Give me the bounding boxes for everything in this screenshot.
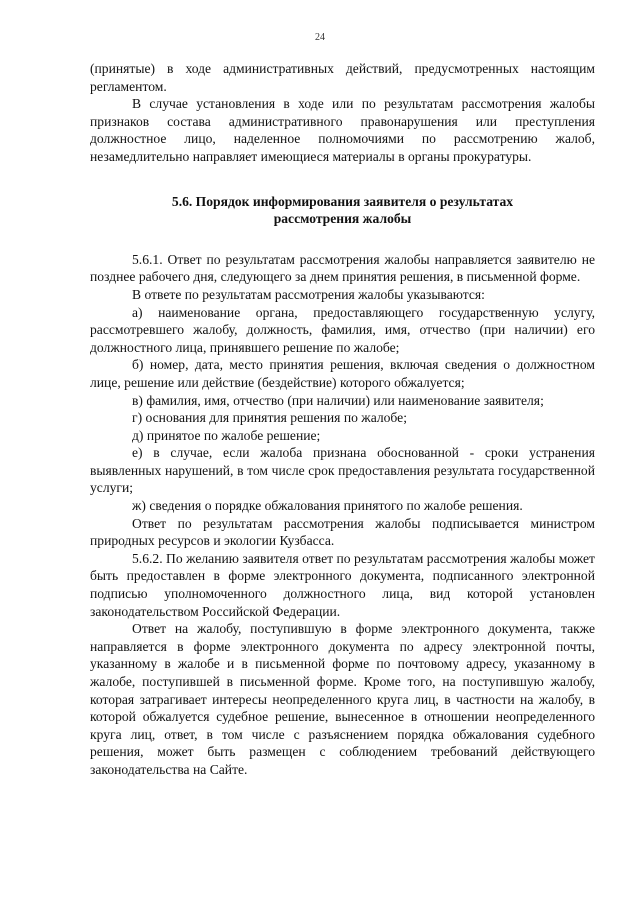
paragraph-5-6-1: 5.6.1. Ответ по результатам рассмотрения жалобы направляется заявителю не позднее рабочего дня, следующего за днем принятия решения, в письменной форме.: [90, 251, 595, 285]
paragraph-continuation: (принятые) в ходе административных действий, предусмотренных настоящим регламентом.: [90, 61, 595, 94]
list-item-g: г) основания для принятия решения по жалобе;: [132, 410, 407, 426]
paragraph-prosecution: В случае установления в ходе или по результатам рассмотрения жалобы признаков состава административного правонарушения или преступления должностное лицо, наделенное полномочиями по рассмотрению жалоб, незамедлительно направляет имеющиеся материалы в органы прокуратуры.: [90, 96, 595, 164]
section-heading-line-1: 5.6. Порядок информирования заявителя о результатах: [171, 193, 514, 209]
list-item-a: а) наименование органа, предоставляющего государственную услугу, рассмотревшего жалобу, должность, фамилия, имя, отчество (при наличии) его должностного лица, принявшего решение по жалобе;: [90, 304, 595, 355]
page-number: 24: [315, 32, 325, 43]
list-item-e: е) в случае, если жалоба признана обоснованной - сроки устранения выявленных нарушений, в том числе срок предоставления результата государственной услуги;: [90, 445, 595, 496]
list-item-d: д) принятое по жалобе решение;: [132, 427, 321, 443]
paragraph-5-6-2: 5.6.2. По желанию заявителя ответ по результатам рассмотрения жалобы может быть предоставлен в форме электронного документа, подписанного электронной подписью уполномоченного должностного лица, вид которой установлен законодательством Российской Федерации.: [90, 550, 595, 619]
list-item-zh: ж) сведения о порядке обжалования принятого по жалобе решения.: [132, 498, 523, 514]
list-item-v: в) фамилия, имя, отчество (при наличии) или наименование заявителя;: [132, 392, 544, 408]
paragraph-signature: Ответ по результатам рассмотрения жалобы подписывается министром природных ресурсов и экологии Кузбасса.: [90, 515, 595, 549]
document-body: [90, 60, 595, 779]
paragraph-response-contents: В ответе по результатам рассмотрения жалобы указываются:: [132, 286, 485, 302]
list-item-b: б) номер, дата, место принятия решения, включая сведения о должностном лице, решение или действие (бездействие) которого обжалуется;: [90, 357, 595, 390]
section-heading: [90, 193, 595, 228]
paragraph-electronic-response: Ответ на жалобу, поступившую в форме электронного документа, также направляется в форме электронного документа по адресу электронной почты, указанному в жалобе и в письменной форме по почтовому адресу, указанному в жалобе, поступившей в письменной форме. Кроме того, на поступившую жалобу, которая затрагивает интересы неопределенного круга лиц, в частности на жалобу, в которой обжалуется судебное решение, вынесенное в отношении неопределенного круга лиц, ответ, в том числе с разъяснением порядка обжалования судебного решения, может быть размещен с соблюдением требований действующего законодательства на Сайте.: [90, 621, 595, 777]
section-heading-line-2: рассмотрения жалобы: [273, 211, 412, 227]
